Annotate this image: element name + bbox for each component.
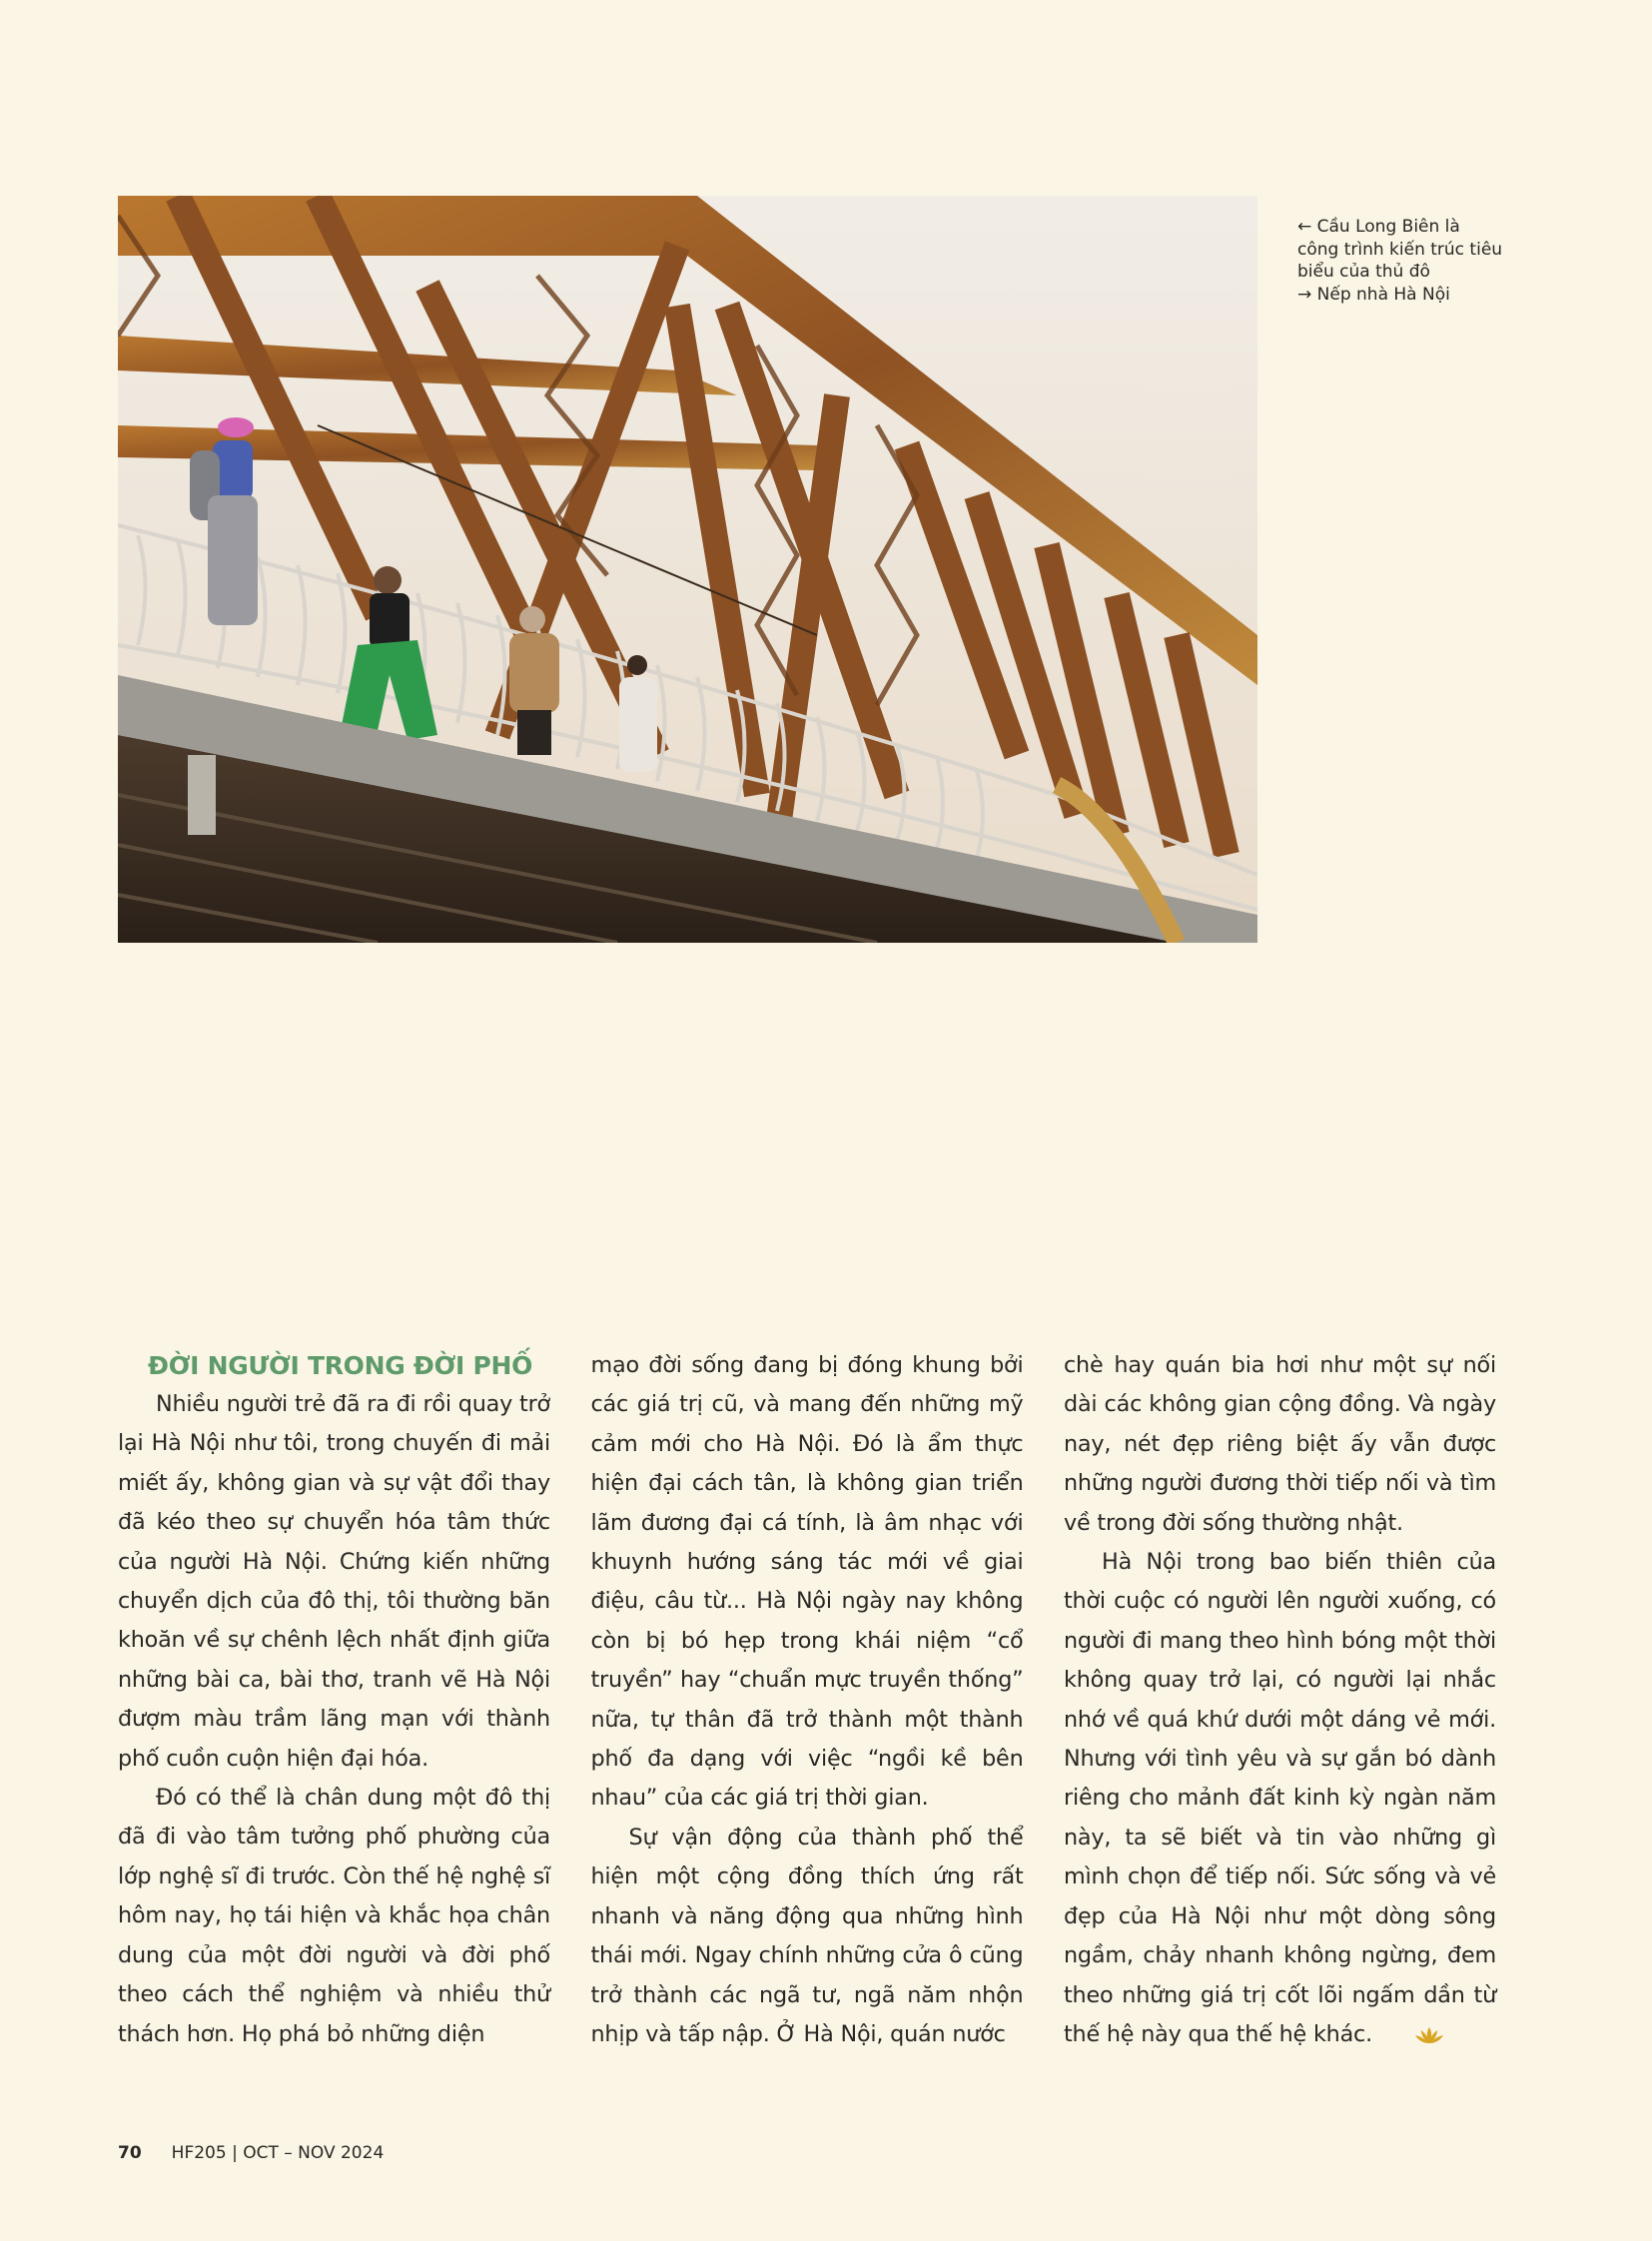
- long-bien-bridge-illustration: [118, 196, 1257, 943]
- deck-bracket: [188, 755, 216, 835]
- paragraph: chè hay quán bia hơi như một sự nối dài các không gian cộng đồng. Và ngày nay, nét đẹp riêng biệt ấy vẫn được những người đương thời tiếp nối và tìm về trong đời sống thường nhật.: [1064, 1352, 1496, 1536]
- lotus-icon: [1376, 2019, 1444, 2058]
- article-column-1: [118, 1346, 550, 2058]
- article-column-2: [591, 1346, 1024, 2058]
- paragraph: [1064, 1543, 1496, 2058]
- paragraph-text: Hà Nội trong bao biến thiên của thời cuộc có người lên người xuống, có người đi mang theo hình bóng một thời không quay trở lại, có người lại nhắc nhớ về quá khứ dưới một dáng vẻ mới. Nhưng với tình yêu và sự gắn bó dành riêng cho mảnh đất kinh kỳ ngàn năm này, ta sẽ biết và tin vào những gì mình chọn để tiếp nối. Sức sống và vẻ đẹp của Hà Nội như một dòng sông ngầm, chảy nhanh không ngừng, đem theo những giá trị cốt lõi ngấm dần từ thế hệ này qua thế hệ khác.: [1064, 1549, 1496, 2047]
- article-body: [118, 1346, 1496, 2058]
- article-column-3: [1064, 1346, 1496, 2058]
- caption-line: biểu của thủ đô: [1297, 262, 1430, 282]
- paragraph: Nhiều người trẻ đã ra đi rồi quay trở lại Hà Nội như tôi, trong chuyến đi mải miết ấy, không gian và sự vật đổi thay đã kéo theo sự chuyển hóa tâm thức của người Hà Nội. Chứng kiến những chuyển dịch của đô thị, tôi thường băn khoăn về sự chênh lệch nhất định giữa những bài ca, bài thơ, tranh vẽ Hà Nội đượm màu trầm lãng mạn với thành phố cuồn cuộn hiện đại hóa.: [118, 1391, 550, 1772]
- caption-line: ← Cầu Long Biên là: [1297, 217, 1460, 237]
- paragraph: mạo đời sống đang bị đóng khung bởi các giá trị cũ, và mang đến những mỹ cảm mới cho Hà Nội. Đó là ẩm thực hiện đại cách tân, là không gian triển lãm đương đại cá tính, là âm nhạc với khuynh hướng sáng tác mới về giai điệu, câu từ... Hà Nội ngày nay không còn bị bó hẹp trong khái niệm “cổ truyền” hay “chuẩn mực truyền thống” nữa, tự thân đã trở thành một thành phố đa dạng với việc “ngồi kề bên nhau” của các giá trị thời gian.: [590, 1352, 1024, 1812]
- paragraph: Sự vận động của thành phố thể hiện một cộng đồng thích ứng rất nhanh và năng động qua những hình thái mới. Ngay chính những cửa ô cũng trở thành các ngã tư, ngã năm nhộn nhịp và tấp nập. Ở Hà Nội, quán nước: [590, 1824, 1024, 2047]
- bridge-photo: [118, 196, 1257, 943]
- photo-caption: [1297, 216, 1527, 306]
- page-number: 70: [118, 2143, 142, 2163]
- page-footer: [118, 2143, 384, 2163]
- caption-line: công trình kiến trúc tiêu: [1297, 239, 1503, 260]
- section-heading: ĐỜI NGƯỜI TRONG ĐỜI PHỐ: [148, 1351, 533, 1380]
- caption-line: → Nếp nhà Hà Nội: [1297, 284, 1450, 305]
- paragraph: Đó có thể là chân dung một đô thị đã đi vào tâm tưởng phố phường của lớp nghệ sĩ đi trước. Còn thế hệ nghệ sĩ hôm nay, họ tái hiện và khắc họa chân dung của một đời người và đời phố theo cách thể nghiệm và nhiều thử thách hơn. Họ phá bỏ những diện: [118, 1785, 550, 2047]
- issue-info: HF205 | OCT – NOV 2024: [171, 2143, 385, 2163]
